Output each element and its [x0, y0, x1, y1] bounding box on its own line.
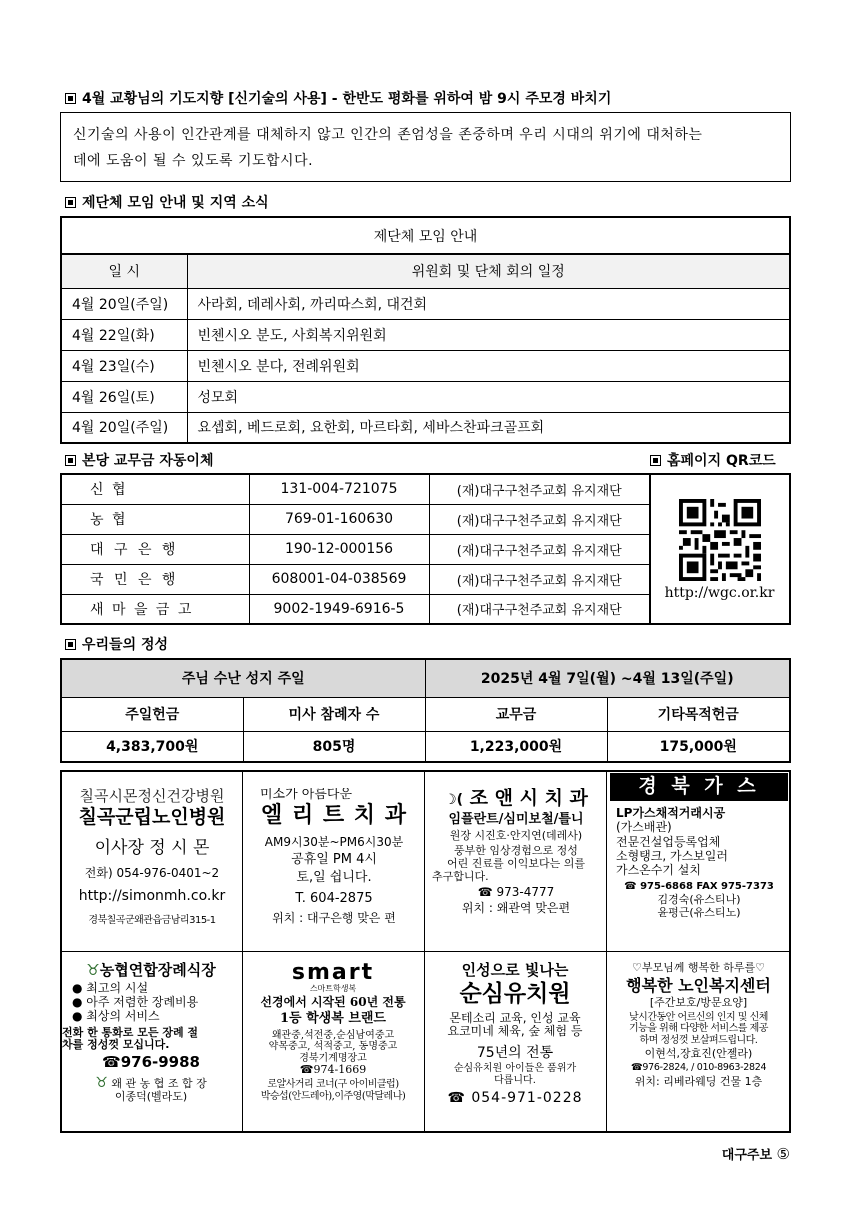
- page-number: ⑤: [776, 1145, 790, 1163]
- meetings-heading: 제단체 모임 안내 및 지역 소식: [65, 192, 269, 212]
- prayer-box: [60, 112, 791, 182]
- col-date-header: 일 시: [61, 254, 187, 288]
- account-number: 769-01-160630: [249, 504, 429, 534]
- prayer-heading: 4월 교황님의 기도지향 [신기술의 사용] - 한반도 평화를 위하여 밤 9시 주모경 바치기: [65, 88, 611, 108]
- square-bullet-icon: [650, 455, 661, 466]
- offering-value: 1,223,000원: [425, 731, 607, 762]
- meeting-schedule: 성모회: [187, 381, 790, 412]
- account-number: 9002-1949-6916-5: [249, 594, 429, 624]
- accounts-heading: 본당 교무금 자동이체: [65, 450, 213, 470]
- homepage-url[interactable]: http://wgc.or.kr: [664, 585, 775, 601]
- account-number: 190-12-000156: [249, 534, 429, 564]
- account-holder: (재)대구구천주교회 유지재단: [429, 504, 650, 534]
- offering-table: [60, 658, 791, 763]
- tooth-icon: ☽(: [444, 792, 464, 808]
- ad-joan-dental: ☽( 조 앤 시 치 과 임플란트/심미보철/틀니 원장 시진호·안지연(데레사) 풍부한 임상경험으로 정성 어린 진료를 이익보다는 의를 추구합니다. ☎ 973-4777 위치 : 왜관역 맞은편: [432, 788, 588, 916]
- offering-header: 주일헌금: [61, 697, 243, 731]
- meetings-table: [60, 216, 791, 444]
- offering-header: 기타목적헌금: [607, 697, 790, 731]
- nonghyup-logo-icon: ♉: [95, 1075, 108, 1092]
- page-footer: [722, 1144, 790, 1163]
- qr-code-icon[interactable]: [679, 499, 761, 581]
- meeting-date: 4월 22일(화): [61, 319, 187, 350]
- account-number: 131-004-721075: [249, 474, 429, 504]
- col-schedule-header: 위원회 및 단체 회의 일정: [187, 254, 790, 288]
- ad-happy-senior-center: ♡부모님께 행복한 하루를♡ 행복한 노인복지센터 [주간보호/방문요양] 낮시간동안 어르신의 인지 및 신체 기능을 위해 다양한 서비스를 제공 하며 정성껏 보살펴드립니다. 이현석,장효진(안젤라) ☎976-2824, / 010-8963-2824 위치: 리베라웨딩 건물 1층: [626, 962, 771, 1088]
- ad-smart-uniform: smart 스마트학생복 선경에서 시작된 60년 전통 1등 학생복 브랜드 왜관중,석전중,순심남여중고 약목중고, 석적중고, 동명중고 경북기계명장고 ☎974-1669 로얄사거리 코너(구 아이비클럽) 박승섭(안드레아),이주영(막달레나): [260, 962, 406, 1102]
- offering-value: 4,383,700원: [61, 731, 243, 762]
- account-holder: (재)대구구천주교회 유지재단: [429, 474, 650, 504]
- square-bullet-icon: [65, 639, 76, 650]
- nonghyup-logo-icon: ♉: [86, 962, 100, 979]
- meeting-date: 4월 20일(주일): [61, 412, 187, 443]
- prayer-text-line-2: 데에 도움이 될 수 있도록 기도합시다.: [73, 153, 314, 169]
- meeting-schedule: 요셉회, 베드로회, 요한회, 마르타회, 세바스찬파크골프회: [187, 412, 790, 443]
- meeting-date: 4월 20일(주일): [61, 288, 187, 319]
- offering-value: 175,000원: [607, 731, 790, 762]
- bank-name: 국 민 은 행: [61, 564, 249, 594]
- meeting-date: 4월 23일(수): [61, 350, 187, 381]
- ad-gyeongbuk-gas: 경 북 가 스 LP가스채적거래시공 (가스배관) 전문건설업등록업체 소형탱크, 가스보일러 가스온수기 설치 ☎ 975-6868 FAX 975-7373 김경숙(유스티나) 윤평근(유스티노): [610, 773, 788, 949]
- ad-nonghyup-funeral: ♉농협연합장례식장 ● 최고의 시설 ● 아주 저렴한 장례비용 ● 최상의 서비스 전화 한 통화로 모든 장례 절 차를 정성껏 모십니다. ☎976-9988 ♉ 왜 관 농 협 조 합 장 이종덕(벨라도): [62, 962, 216, 1104]
- account-holder: (재)대구구천주교회 유지재단: [429, 594, 650, 624]
- qr-heading: 홈페이지 QR코드: [650, 450, 776, 470]
- square-bullet-icon: [65, 455, 76, 466]
- account-number: 608001-04-038569: [249, 564, 429, 594]
- square-bullet-icon: [65, 197, 76, 208]
- meeting-schedule: 사라회, 데레사회, 까리따스회, 대건회: [187, 288, 790, 319]
- account-holder: (재)대구구천주교회 유지재단: [429, 534, 650, 564]
- account-holder: (재)대구구천주교회 유지재단: [429, 564, 650, 594]
- meeting-date: 4월 26일(토): [61, 381, 187, 412]
- accounts-table: [60, 473, 651, 625]
- offering-value: 805명: [243, 731, 425, 762]
- meeting-schedule: 빈첸시오 분도, 사회복지위원회: [187, 319, 790, 350]
- meeting-schedule: 빈첸시오 분다, 전례위원회: [187, 350, 790, 381]
- bank-name: 새 마 을 금 고: [61, 594, 249, 624]
- ad-sunsim-kindergarten: 인성으로 빛나는 순심유치원 몬테소리 교육, 인성 교육 요코미네 체육, 숲 체험 등 75년의 전통 순심유치원 아이들은 품위가 다릅니다. ☎ 054-971-0228: [447, 962, 583, 1107]
- offering-title-right: 2025년 4월 7일(월) ~4월 13일(주일): [425, 659, 790, 697]
- qr-box: [650, 473, 791, 625]
- bulletin-name: 대구주보: [721, 1148, 773, 1163]
- offering-title-left: 주님 수난 성지 주일: [61, 659, 425, 697]
- bank-name: 신 협: [61, 474, 249, 504]
- ad-elite-dental: 미소가 아름다운 엘 리 트 치 과 AM9시30분~PM6시30분 공휴일 PM 4시 토,일 쉽니다. T. 604-2875 위치 : 대구은행 맞은 편: [260, 788, 407, 925]
- offering-header: 교무금: [425, 697, 607, 731]
- prayer-text-line-1: 신기술의 사용이 인간관계를 대체하지 않고 인간의 존엄성을 존중하며 우리 시대의 위기에 대처하는: [73, 127, 703, 143]
- bank-name: 대 구 은 행: [61, 534, 249, 564]
- meetings-table-title: 제단체 모임 안내: [61, 217, 790, 254]
- bank-name: 농 협: [61, 504, 249, 534]
- offering-header: 미사 참례자 수: [243, 697, 425, 731]
- offering-heading: 우리들의 정성: [65, 634, 168, 654]
- ad-simon-hospital: 칠곡시몬정신건강병원 칠곡군립노인병원 이사장 정 시 몬 전화) 054-976-0401~2 http://simonmh.co.kr 경북칠곡군왜관읍금남리315-1: [78, 788, 226, 926]
- square-bullet-icon: [65, 93, 76, 104]
